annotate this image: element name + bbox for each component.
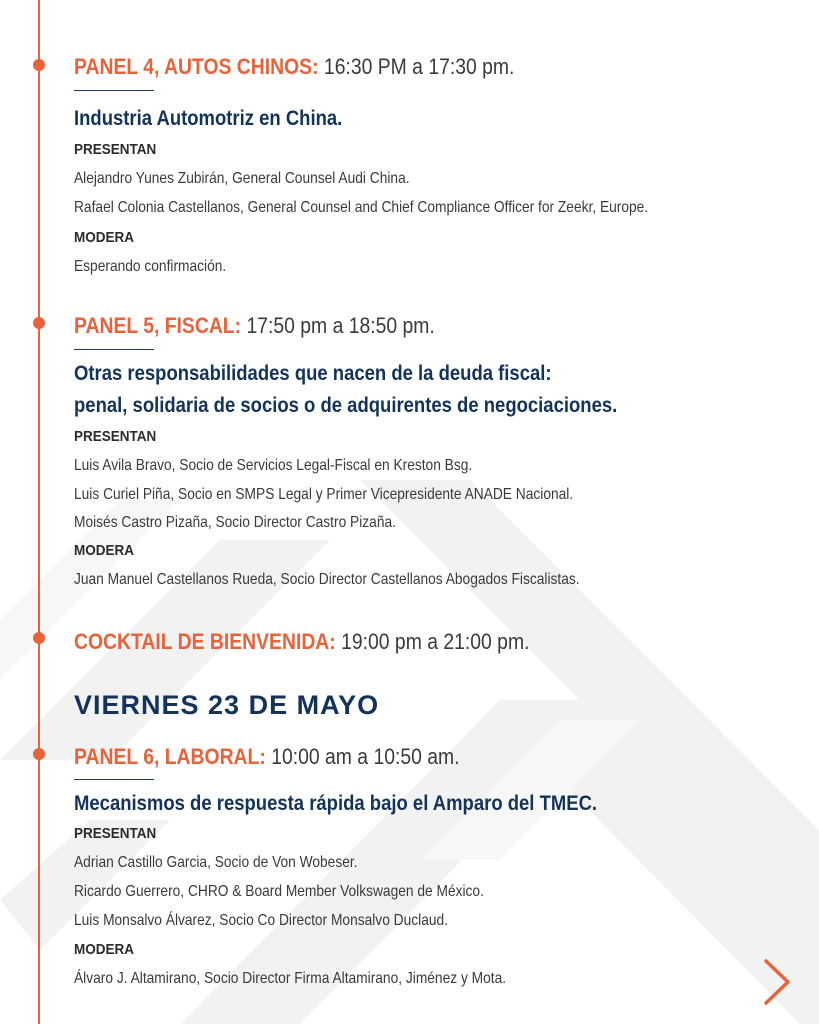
panel-6-moderator: Álvaro J. Altamirano, Socio Director Firma Altamirano, Jiménez y Mota. xyxy=(74,970,507,987)
timeline-dot-cocktail xyxy=(33,632,45,644)
panel-5-underline xyxy=(74,349,154,350)
day-heading: VIERNES 23 DE MAYO xyxy=(74,690,380,720)
cocktail-label: COCKTAIL DE BIENVENIDA: xyxy=(74,629,336,654)
cocktail-time: 19:00 pm a 21:00 pm. xyxy=(335,629,530,654)
panel-4-presenter: Alejandro Yunes Zubirán, General Counsel Audi China. xyxy=(74,170,410,187)
panel-4-topic: Industria Automotriz en China. xyxy=(74,107,343,130)
panel-6-label: PANEL 6, LABORAL: xyxy=(74,744,266,769)
panel-6-presenter: Ricardo Guerrero, CHRO & Board Member Volkswagen de México. xyxy=(74,883,484,900)
panel-6-topic: Mecanismos de respuesta rápida bajo el Amparo del TMEC. xyxy=(74,792,598,815)
timeline-line xyxy=(38,0,40,1024)
panel-4-label: PANEL 4, AUTOS CHINOS: xyxy=(74,54,319,79)
panel-6-time: 10:00 am a 10:50 am. xyxy=(265,744,460,769)
panel-6-presentan-label: PRESENTAN xyxy=(74,825,157,842)
panel-5-topic-line-1: Otras responsabilidades que nacen de la deuda fiscal: xyxy=(74,362,552,385)
panel-6-presenter: Luis Monsalvo Álvarez, Socio Co Director Monsalvo Duclaud. xyxy=(74,912,448,929)
panel-6-modera-label: MODERA xyxy=(74,941,135,958)
panel-5-time: 17:50 pm a 18:50 pm. xyxy=(241,313,435,338)
panel-5-topic-line-2: penal, solidaria de socios o de adquirentes de negociaciones. xyxy=(74,394,618,417)
panel-5-presenter: Luis Curiel Piña, Socio en SMPS Legal y Primer Vicepresidente ANADE Nacional. xyxy=(74,486,574,503)
panel-5-presenter: Luis Avila Bravo, Socio de Servicios Legal-Fiscal en Kreston Bsg. xyxy=(74,457,473,474)
panel-6-underline xyxy=(74,779,154,780)
panel-4-time: 16:30 PM a 17:30 pm. xyxy=(318,54,515,79)
timeline-dot-panel-6 xyxy=(33,748,45,760)
panel-6-heading xyxy=(74,744,460,770)
panel-4-presentan-label: PRESENTAN xyxy=(74,141,157,158)
panel-4-heading xyxy=(74,54,514,80)
panel-4-underline xyxy=(74,90,154,91)
panel-4-modera-label: MODERA xyxy=(74,229,135,246)
panel-5-presentan-label: PRESENTAN xyxy=(74,428,157,445)
panel-5-heading xyxy=(74,313,435,339)
timeline-dot-panel-5 xyxy=(33,317,45,329)
panel-5-presenter: Moisés Castro Pizaña, Socio Director Castro Pizaña. xyxy=(74,514,396,531)
timeline-dot-panel-4 xyxy=(33,59,45,71)
panel-4-moderator: Esperando confirmación. xyxy=(74,258,227,275)
panel-5-moderator: Juan Manuel Castellanos Rueda, Socio Director Castellanos Abogados Fiscalistas. xyxy=(74,571,580,588)
panel-4-presenter: Rafael Colonia Castellanos, General Counsel and Chief Compliance Officer for Zeekr, Europe. xyxy=(74,199,649,216)
chevron-right-icon[interactable] xyxy=(760,957,794,1007)
panel-6-presenter: Adrian Castillo Garcia, Socio de Von Wobeser. xyxy=(74,854,358,871)
cocktail-heading xyxy=(74,629,529,655)
panel-5-modera-label: MODERA xyxy=(74,542,135,559)
panel-5-label: PANEL 5, FISCAL: xyxy=(74,313,242,338)
